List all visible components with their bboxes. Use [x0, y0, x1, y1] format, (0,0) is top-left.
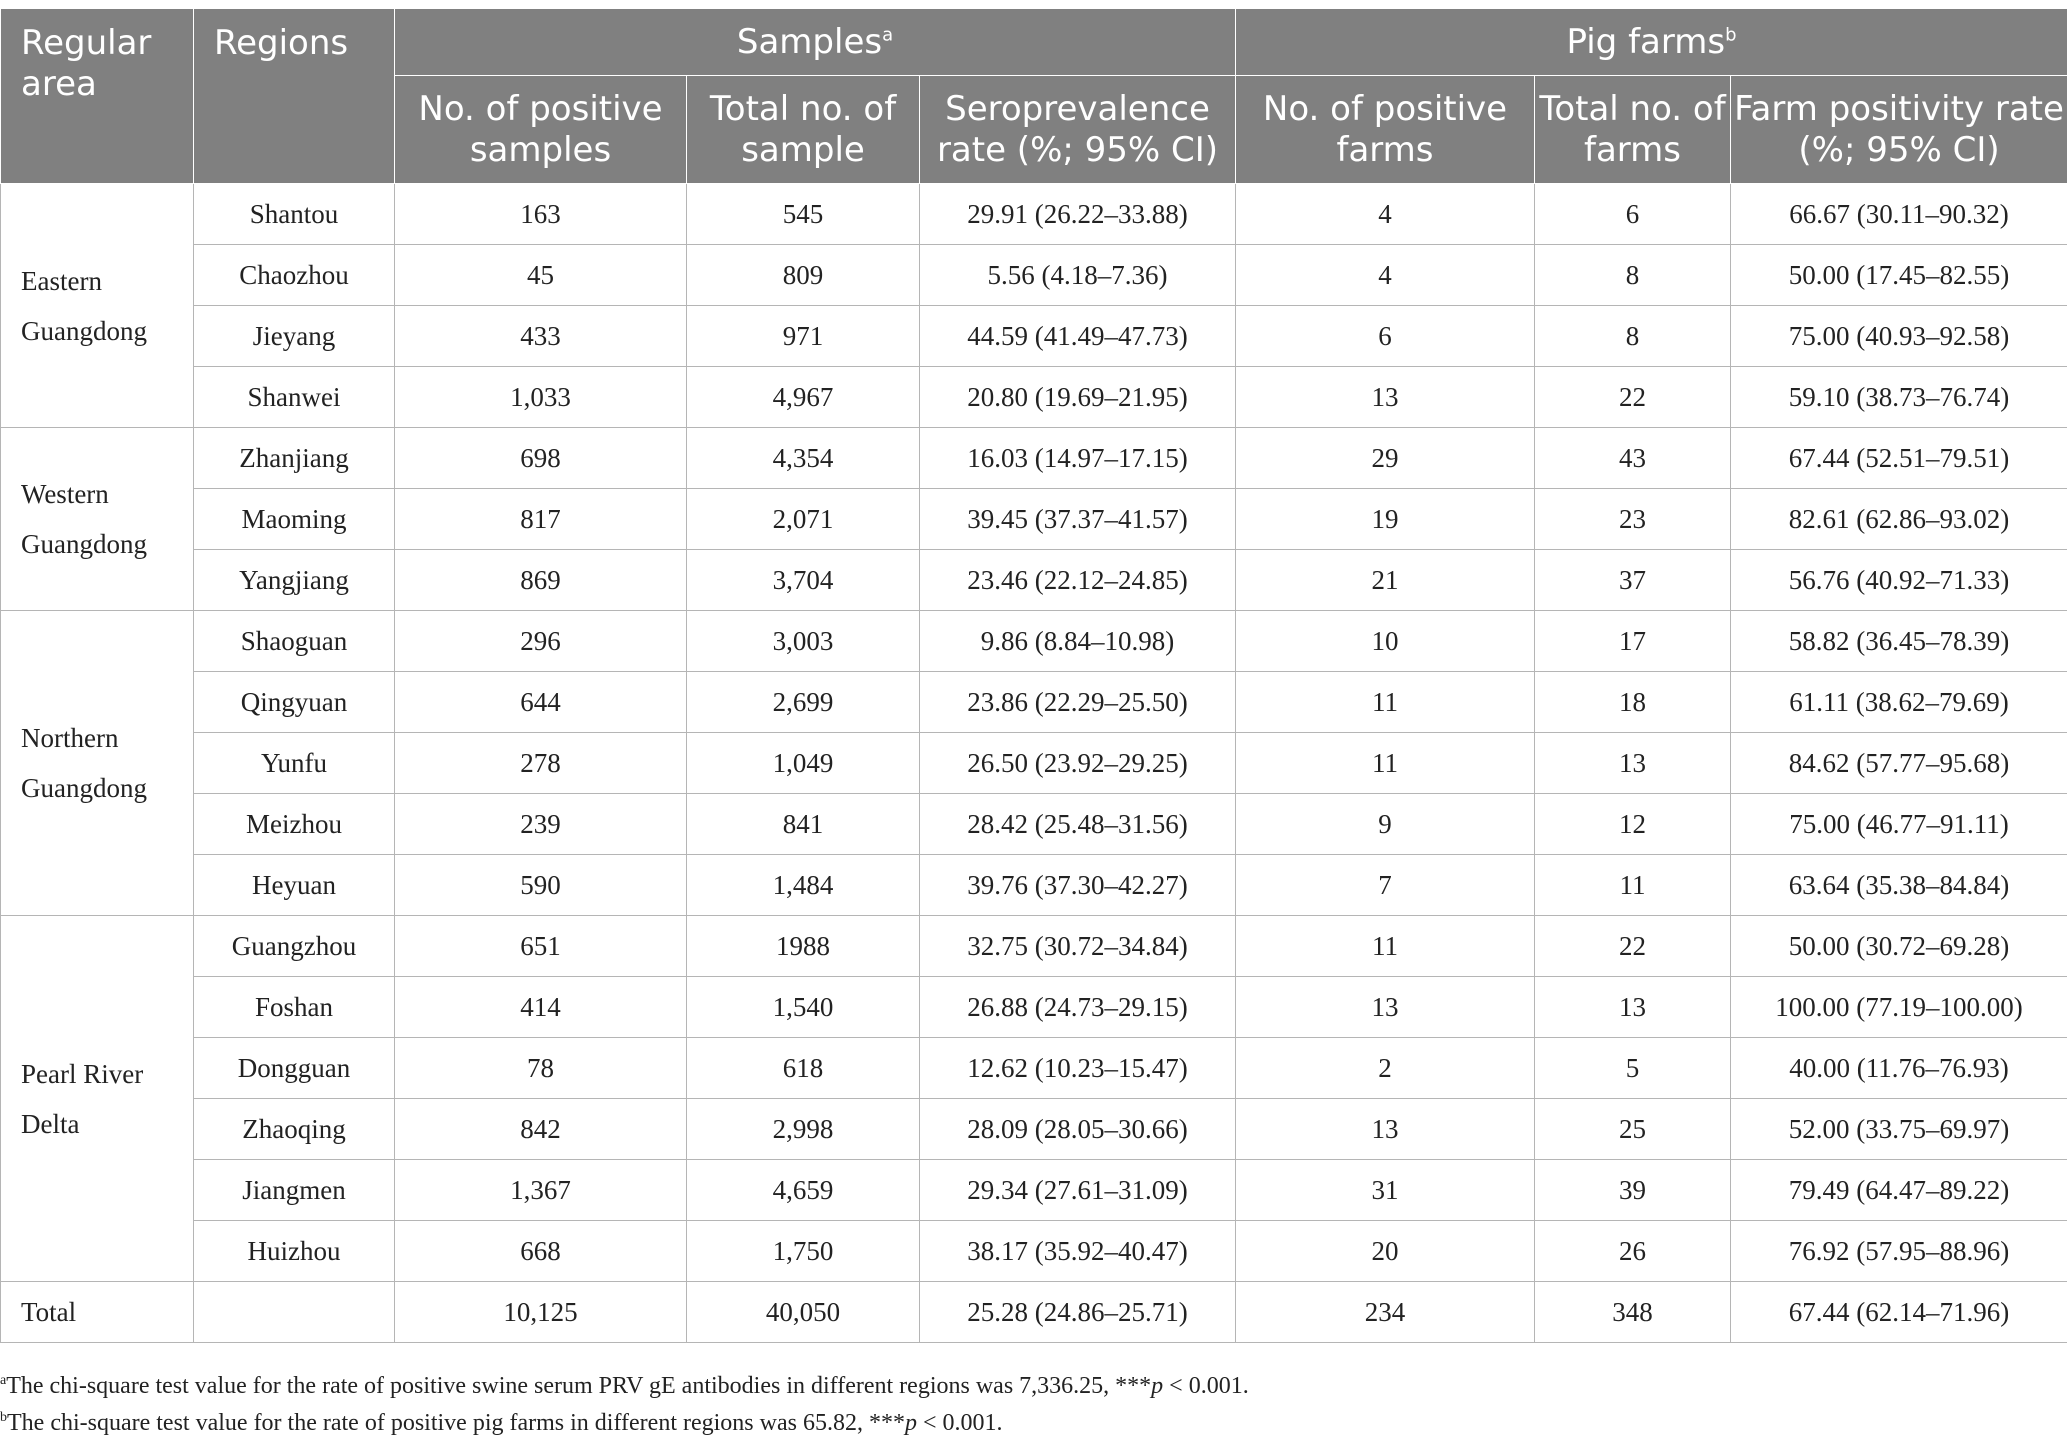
total-samples-cell: 618: [687, 1038, 920, 1099]
positive-samples-cell: 590: [395, 855, 687, 916]
region-name-cell: Jiangmen: [194, 1160, 395, 1221]
total-samples-cell: 545: [687, 184, 920, 245]
table-row: [1, 855, 2067, 916]
positive-samples-cell: 163: [395, 184, 687, 245]
seroprevalence-rate-cell: 32.75 (30.72–34.84): [920, 916, 1236, 977]
seroprevalence-rate-cell: 23.86 (22.29–25.50): [920, 672, 1236, 733]
positive-farms-cell: 11: [1236, 672, 1535, 733]
footnote-b: [0, 1405, 1249, 1442]
positive-farms-cell: 11: [1236, 916, 1535, 977]
region-name-cell: Yunfu: [194, 733, 395, 794]
positive-samples-cell: 817: [395, 489, 687, 550]
total-farms-cell: 25: [1535, 1099, 1731, 1160]
positive-farms-cell: 2: [1236, 1038, 1535, 1099]
total-farms-cell: 8: [1535, 245, 1731, 306]
header-samples-footnote-marker: a: [882, 24, 894, 46]
total-farms-cell: 39: [1535, 1160, 1731, 1221]
region-name-cell: Dongguan: [194, 1038, 395, 1099]
region-name-cell: Heyuan: [194, 855, 395, 916]
region-name-cell: Zhanjiang: [194, 428, 395, 489]
positive-samples-cell: 78: [395, 1038, 687, 1099]
region-name-cell: Foshan: [194, 977, 395, 1038]
seroprevalence-rate-cell: 39.45 (37.37–41.57): [920, 489, 1236, 550]
table-row: [1, 977, 2067, 1038]
positive-farms-cell: 20: [1236, 1221, 1535, 1282]
positive-samples-cell: 1,367: [395, 1160, 687, 1221]
positive-samples-cell: 869: [395, 550, 687, 611]
total-samples-cell: 4,354: [687, 428, 920, 489]
positive-samples-cell: 668: [395, 1221, 687, 1282]
positive-farms-cell: 11: [1236, 733, 1535, 794]
total-samples-cell: 971: [687, 306, 920, 367]
positive-farms-cell: 19: [1236, 489, 1535, 550]
seroprevalence-rate-cell: 28.42 (25.48–31.56): [920, 794, 1236, 855]
total-farms-cell: 22: [1535, 367, 1731, 428]
positive-farms-cell: 7: [1236, 855, 1535, 916]
total-samples-cell: 1,750: [687, 1221, 920, 1282]
total-farms-cell: 5: [1535, 1038, 1731, 1099]
regular-area-cell: Western Guangdong: [1, 428, 194, 611]
positive-farms-cell: 31: [1236, 1160, 1535, 1221]
table-footnotes: [0, 1368, 1249, 1442]
positive-farms-cell: 13: [1236, 977, 1535, 1038]
total-farms-cell: 13: [1535, 977, 1731, 1038]
table-row: [1, 306, 2067, 367]
region-name-cell: Zhaoqing: [194, 1099, 395, 1160]
seroprevalence-rate-cell: 23.46 (22.12–24.85): [920, 550, 1236, 611]
total-samples-cell: 2,071: [687, 489, 920, 550]
prv-seroprevalence-table: [0, 8, 2067, 1343]
seroprevalence-rate-cell: 29.34 (27.61–31.09): [920, 1160, 1236, 1221]
total-farms-cell: 26: [1535, 1221, 1731, 1282]
total-farms-cell: 17: [1535, 611, 1731, 672]
footnote-p-symbol: p: [1151, 1373, 1164, 1399]
positive-samples-cell: 278: [395, 733, 687, 794]
footnote-marker: a: [0, 1373, 7, 1388]
farm-positivity-rate-cell: 50.00 (30.72–69.28): [1731, 916, 2067, 977]
seroprevalence-rate-cell: 16.03 (14.97–17.15): [920, 428, 1236, 489]
seroprevalence-rate-cell: 39.76 (37.30–42.27): [920, 855, 1236, 916]
total-samples-cell: 1988: [687, 916, 920, 977]
table-row: [1, 550, 2067, 611]
table-row: [1, 428, 2067, 489]
farm-positivity-rate-cell: 75.00 (40.93–92.58): [1731, 306, 2067, 367]
positive-farms-cell: 21: [1236, 550, 1535, 611]
table-row: [1, 245, 2067, 306]
footnote-marker: b: [0, 1410, 7, 1425]
seroprevalence-rate-cell: 38.17 (35.92–40.47): [920, 1221, 1236, 1282]
farm-positivity-rate-cell: 82.61 (62.86–93.02): [1731, 489, 2067, 550]
farm-positivity-rate-cell: 61.11 (38.62–79.69): [1731, 672, 2067, 733]
table-body: [1, 184, 2067, 1343]
region-name-cell: Huizhou: [194, 1221, 395, 1282]
regular-area-cell: Northern Guangdong: [1, 611, 194, 916]
regular-area-cell: Pearl River Delta: [1, 916, 194, 1282]
farm-positivity-rate-cell: 100.00 (77.19–100.00): [1731, 977, 2067, 1038]
total-samples-cell: 4,659: [687, 1160, 920, 1221]
table-row: [1, 794, 2067, 855]
total-farms-cell: 43: [1535, 428, 1731, 489]
farm-positivity-rate-cell: 50.00 (17.45–82.55): [1731, 245, 2067, 306]
total-samples-cell: 809: [687, 245, 920, 306]
footnote-text: The chi-square test value for the rate of positive pig farms in different regions was 65.82, ***: [7, 1410, 905, 1436]
farm-positivity-rate-cell: 66.67 (30.11–90.32): [1731, 184, 2067, 245]
positive-samples-cell: 698: [395, 428, 687, 489]
total-samples-cell: 2,998: [687, 1099, 920, 1160]
seroprevalence-rate-cell: 12.62 (10.23–15.47): [920, 1038, 1236, 1099]
table-header: [1, 9, 2067, 184]
total-samples-cell: 841: [687, 794, 920, 855]
total-samples-cell: 1,049: [687, 733, 920, 794]
total-region-cell: [194, 1282, 395, 1343]
footnote-text: The chi-square test value for the rate of positive swine serum PRV gE antibodies in different regions was 7,336.25, ***: [6, 1373, 1152, 1399]
table-row: [1, 1221, 2067, 1282]
region-name-cell: Maoming: [194, 489, 395, 550]
positive-farms-cell: 4: [1236, 245, 1535, 306]
total-farms-cell: 12: [1535, 794, 1731, 855]
total-farms-cell: 11: [1535, 855, 1731, 916]
total-total-farms-cell: 348: [1535, 1282, 1731, 1343]
total-samples-cell: 3,704: [687, 550, 920, 611]
positive-farms-cell: 9: [1236, 794, 1535, 855]
total-farm-positivity-rate-cell: 67.44 (62.14–71.96): [1731, 1282, 2067, 1343]
table-row: [1, 489, 2067, 550]
positive-farms-cell: 13: [1236, 1099, 1535, 1160]
table-row: [1, 1160, 2067, 1221]
header-total-samples: Total no. of sample: [687, 76, 920, 184]
total-row: [1, 1282, 2067, 1343]
region-name-cell: Jieyang: [194, 306, 395, 367]
total-farms-cell: 22: [1535, 916, 1731, 977]
farm-positivity-rate-cell: 79.49 (64.47–89.22): [1731, 1160, 2067, 1221]
positive-farms-cell: 10: [1236, 611, 1535, 672]
positive-farms-cell: 6: [1236, 306, 1535, 367]
header-positive-farms: No. of positive farms: [1236, 76, 1535, 184]
positive-farms-cell: 29: [1236, 428, 1535, 489]
positive-samples-cell: 414: [395, 977, 687, 1038]
farm-positivity-rate-cell: 59.10 (38.73–76.74): [1731, 367, 2067, 428]
total-label-cell: Total: [1, 1282, 194, 1343]
total-farms-cell: 18: [1535, 672, 1731, 733]
header-regions: Regions: [194, 9, 395, 184]
total-samples-cell: 2,699: [687, 672, 920, 733]
seroprevalence-rate-cell: 20.80 (19.69–21.95): [920, 367, 1236, 428]
total-farms-cell: 6: [1535, 184, 1731, 245]
total-farms-cell: 37: [1535, 550, 1731, 611]
farm-positivity-rate-cell: 58.82 (36.45–78.39): [1731, 611, 2067, 672]
table-row: [1, 1038, 2067, 1099]
header-pig-farms-footnote-marker: b: [1725, 24, 1737, 46]
seroprevalence-rate-cell: 29.91 (26.22–33.88): [920, 184, 1236, 245]
seroprevalence-rate-cell: 5.56 (4.18–7.36): [920, 245, 1236, 306]
farm-positivity-rate-cell: 52.00 (33.75–69.97): [1731, 1099, 2067, 1160]
total-positive-samples-cell: 10,125: [395, 1282, 687, 1343]
positive-samples-cell: 1,033: [395, 367, 687, 428]
farm-positivity-rate-cell: 56.76 (40.92–71.33): [1731, 550, 2067, 611]
region-name-cell: Guangzhou: [194, 916, 395, 977]
positive-samples-cell: 433: [395, 306, 687, 367]
farm-positivity-rate-cell: 40.00 (11.76–76.93): [1731, 1038, 2067, 1099]
total-samples-cell: 3,003: [687, 611, 920, 672]
total-farms-cell: 8: [1535, 306, 1731, 367]
region-name-cell: Yangjiang: [194, 550, 395, 611]
total-farms-cell: 23: [1535, 489, 1731, 550]
positive-farms-cell: 4: [1236, 184, 1535, 245]
total-samples-cell: 4,967: [687, 367, 920, 428]
region-name-cell: Shaoguan: [194, 611, 395, 672]
region-name-cell: Chaozhou: [194, 245, 395, 306]
positive-samples-cell: 239: [395, 794, 687, 855]
positive-samples-cell: 842: [395, 1099, 687, 1160]
table-row: [1, 184, 2067, 245]
table-row: [1, 367, 2067, 428]
header-total-farms: Total no. of farms: [1535, 76, 1731, 184]
total-positive-farms-cell: 234: [1236, 1282, 1535, 1343]
regular-area-cell: Eastern Guangdong: [1, 184, 194, 428]
region-name-cell: Shantou: [194, 184, 395, 245]
positive-samples-cell: 644: [395, 672, 687, 733]
farm-positivity-rate-cell: 63.64 (35.38–84.84): [1731, 855, 2067, 916]
footnote-text-end: < 0.001.: [916, 1410, 1003, 1436]
table-row: [1, 611, 2067, 672]
seroprevalence-rate-cell: 9.86 (8.84–10.98): [920, 611, 1236, 672]
total-total-samples-cell: 40,050: [687, 1282, 920, 1343]
region-name-cell: Qingyuan: [194, 672, 395, 733]
farm-positivity-rate-cell: 75.00 (46.77–91.11): [1731, 794, 2067, 855]
table-row: [1, 733, 2067, 794]
footnote-text-end: < 0.001.: [1163, 1373, 1249, 1399]
header-positive-samples: No. of positive samples: [395, 76, 687, 184]
seroprevalence-rate-cell: 26.88 (24.73–29.15): [920, 977, 1236, 1038]
positive-samples-cell: 45: [395, 245, 687, 306]
header-samples: [395, 9, 1236, 76]
seroprevalence-rate-cell: 26.50 (23.92–29.25): [920, 733, 1236, 794]
seroprevalence-rate-cell: 44.59 (41.49–47.73): [920, 306, 1236, 367]
farm-positivity-rate-cell: 84.62 (57.77–95.68): [1731, 733, 2067, 794]
total-samples-cell: 1,484: [687, 855, 920, 916]
header-farm-positivity-rate: Farm positivity rate (%; 95% CI): [1731, 76, 2067, 184]
header-seroprevalence-rate: Seroprevalence rate (%; 95% CI): [920, 76, 1236, 184]
positive-samples-cell: 296: [395, 611, 687, 672]
total-seroprevalence-rate-cell: 25.28 (24.86–25.71): [920, 1282, 1236, 1343]
farm-positivity-rate-cell: 67.44 (52.51–79.51): [1731, 428, 2067, 489]
total-farms-cell: 13: [1535, 733, 1731, 794]
table-row: [1, 916, 2067, 977]
region-name-cell: Meizhou: [194, 794, 395, 855]
header-samples-label: Samples: [736, 21, 883, 62]
seroprevalence-rate-cell: 28.09 (28.05–30.66): [920, 1099, 1236, 1160]
total-samples-cell: 1,540: [687, 977, 920, 1038]
header-pig-farms-label: Pig farms: [1566, 21, 1726, 62]
farm-positivity-rate-cell: 76.92 (57.95–88.96): [1731, 1221, 2067, 1282]
header-pig-farms: [1236, 9, 2067, 76]
footnote-a: [0, 1368, 1249, 1405]
header-regular-area: Regular area: [1, 9, 194, 184]
region-name-cell: Shanwei: [194, 367, 395, 428]
table-row: [1, 672, 2067, 733]
footnote-p-symbol: p: [904, 1410, 917, 1436]
table-row: [1, 1099, 2067, 1160]
positive-farms-cell: 13: [1236, 367, 1535, 428]
positive-samples-cell: 651: [395, 916, 687, 977]
